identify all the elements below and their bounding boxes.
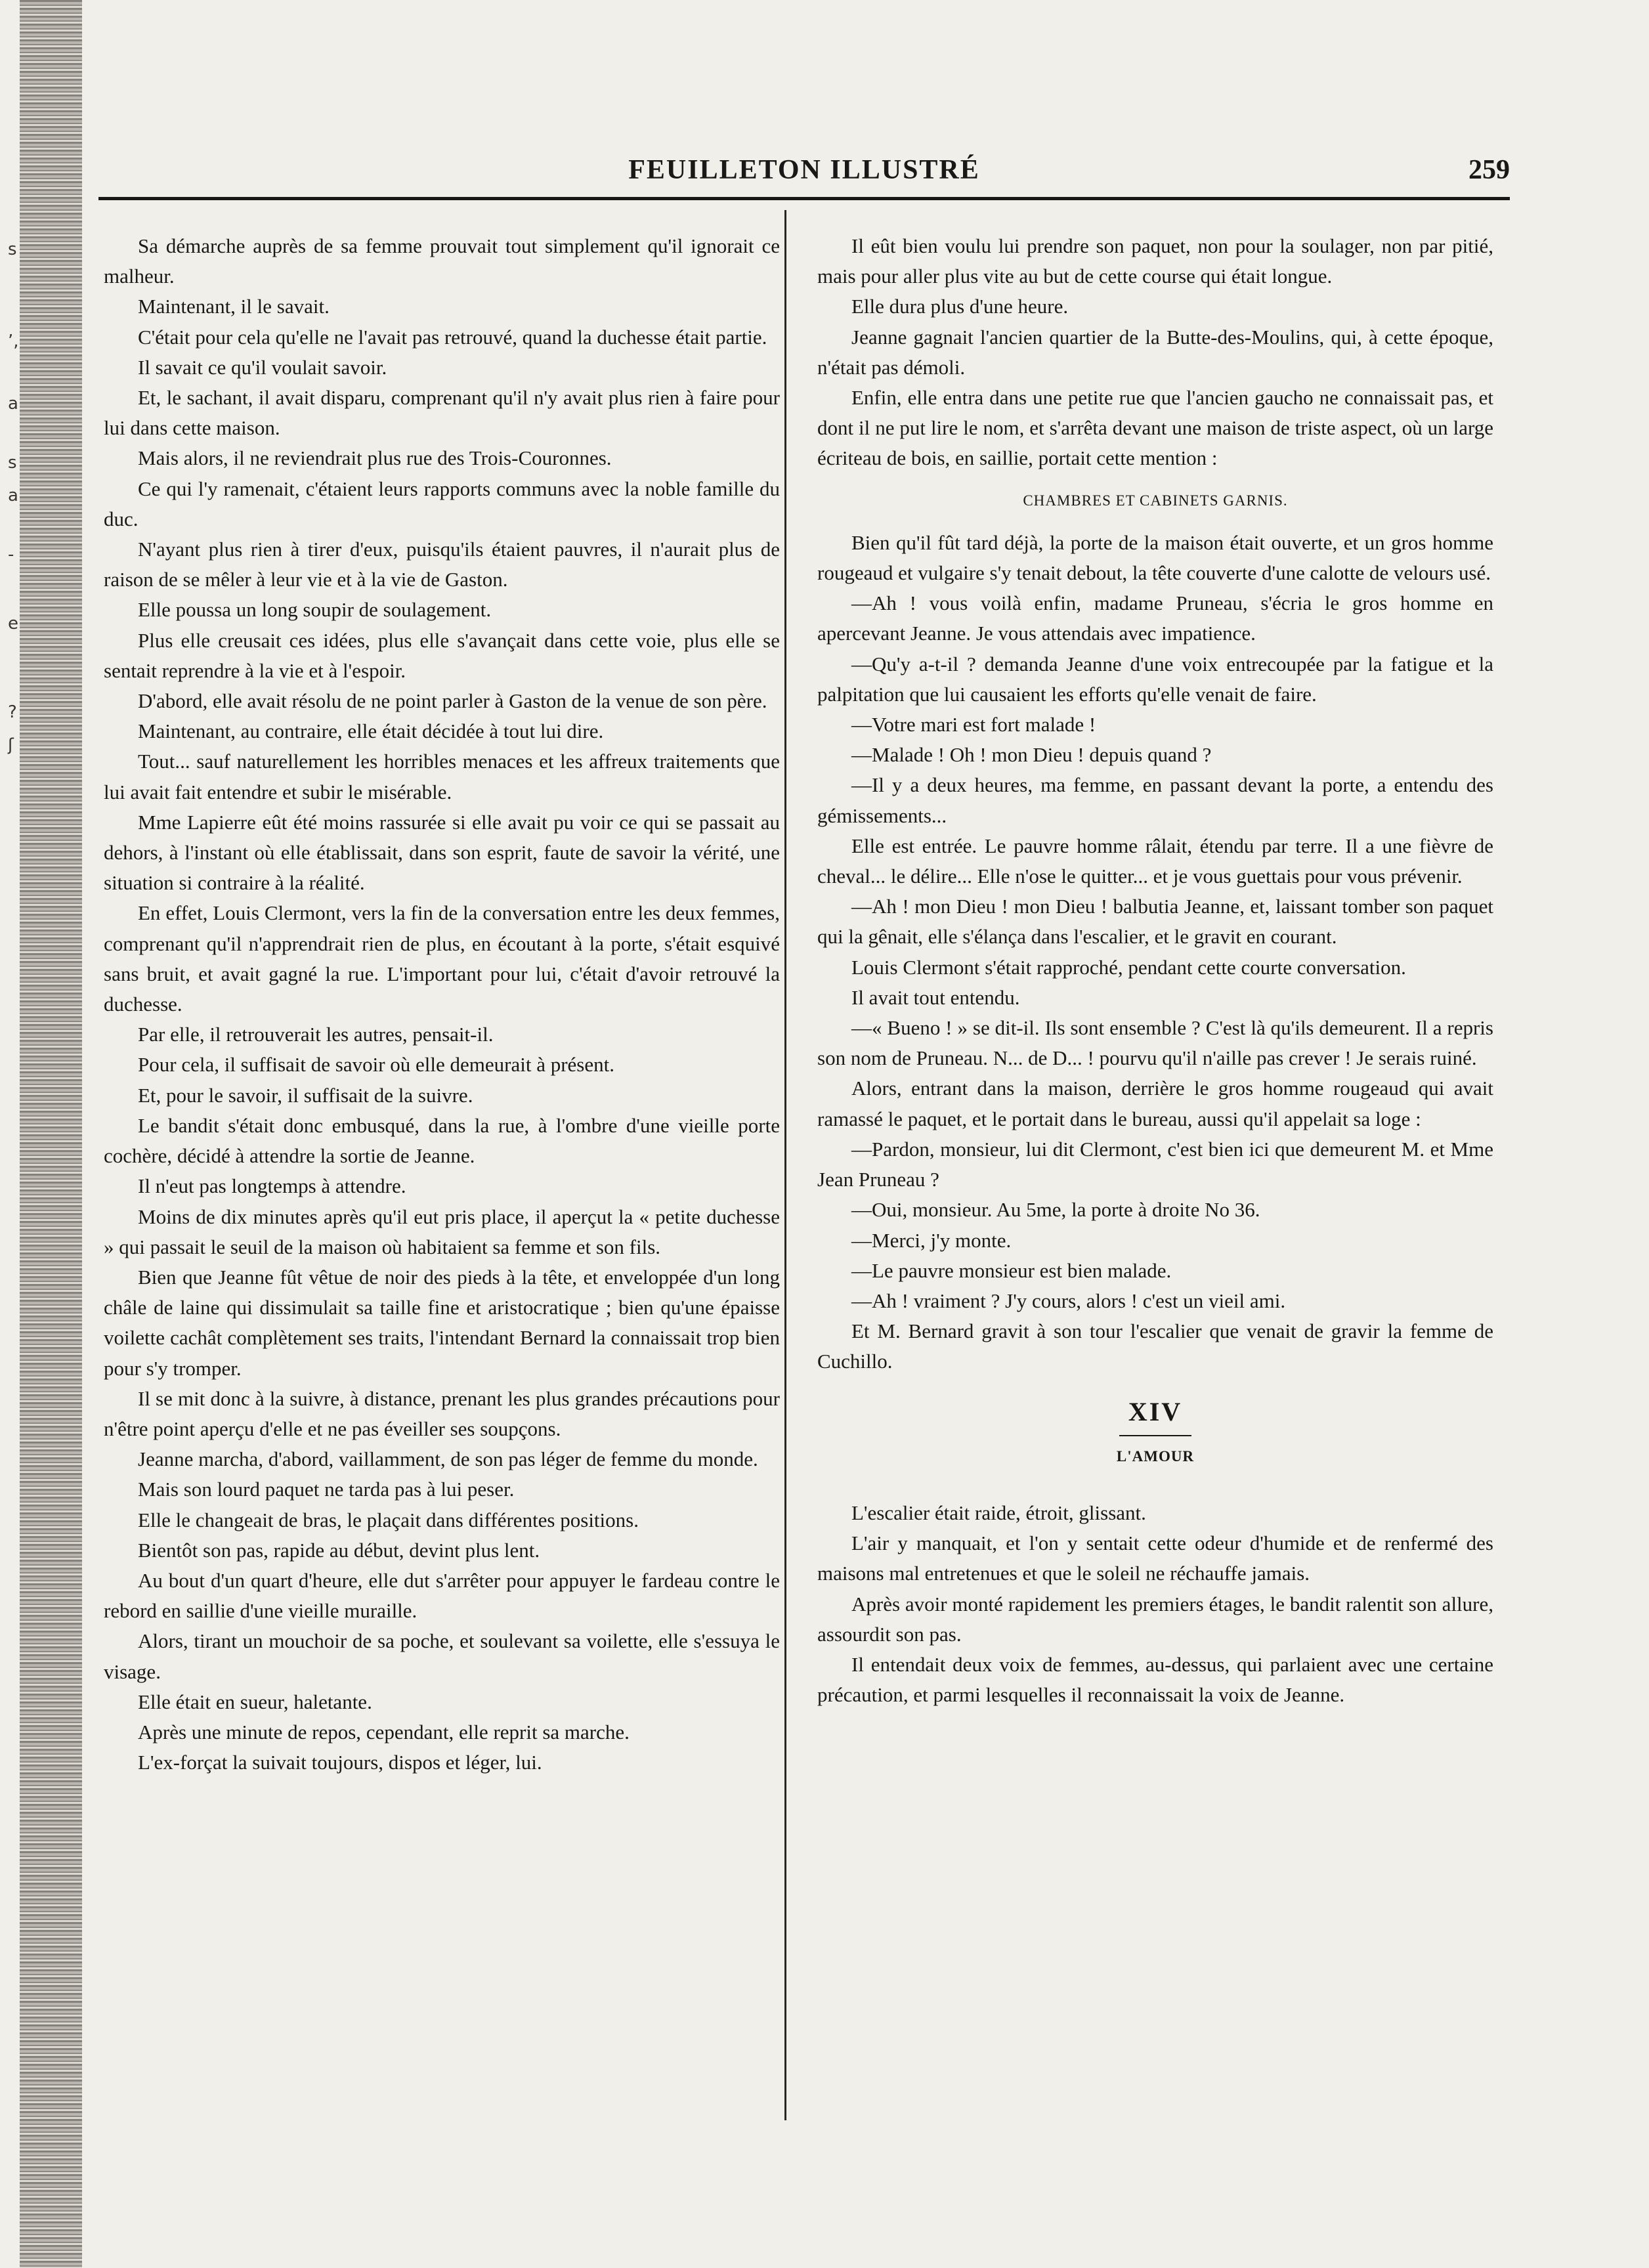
paragraph: —Ah ! vous voilà enfin, madame Pruneau, s'écria le gros homme en apercevant Jeanne. Je vous attendais avec impatience.: [817, 591, 1493, 645]
paragraph: Par elle, il retrouverait les autres, pensait-il.: [138, 1023, 494, 1046]
paragraph: Au bout d'un quart d'heure, elle dut s'arrêter pour appuyer le fardeau contre le rebord en saillie d'une vieille muraille.: [104, 1568, 780, 1623]
paragraph: Il entendait deux voix de femmes, au-dessus, qui parlaient avec une certaine précaution, et parmi lesquelles il reconnaissait la voix de Jeanne.: [817, 1652, 1493, 1707]
paragraph: Mais son lourd paquet ne tarda pas à lui peser.: [138, 1478, 515, 1501]
paragraph: Le bandit s'était donc embusqué, dans la rue, à l'ombre d'une vieille porte cochère, décidé à attendre la sortie de Jeanne.: [104, 1113, 780, 1168]
paragraph: Il avait tout entendu.: [851, 985, 1020, 1009]
chapter-rule: [1119, 1435, 1191, 1436]
paragraph: L'escalier était raide, étroit, glissant.: [851, 1501, 1146, 1524]
paragraph: Il n'eut pas longtemps à attendre.: [138, 1174, 406, 1198]
paragraph: Mme Lapierre eût été moins rassurée si elle avait pu voir ce qui se passait au dehors, à l'instant où elle établissait, dans son esprit, faute de savoir la vérité, une situation si contraire à la réalité.: [104, 810, 780, 895]
paragraph: —Ah ! mon Dieu ! mon Dieu ! balbutia Jeanne, et, laissant tomber son paquet qui la gênait, elle s'élança dans l'escalier, et le gravit en courant.: [817, 895, 1493, 949]
paragraph: —« Bueno ! » se dit-il. Ils sont ensemble ? C'est là qu'ils demeurent. Il a repris son nom de Pruneau. N... de D... ! pourvu qu'il n'aille pas crever ! Je serais ruiné.: [817, 1016, 1493, 1070]
margin-mark: a: [8, 394, 18, 414]
paragraph: Maintenant, il le savait.: [138, 295, 330, 318]
running-head: [98, 154, 1510, 194]
margin-mark: s: [8, 240, 17, 259]
paragraph: Elle le changeait de bras, le plaçait dans différentes positions.: [138, 1508, 639, 1531]
paragraph: —Oui, monsieur. Au 5me, la porte à droite No 36.: [851, 1198, 1260, 1222]
margin-mark: a: [8, 486, 18, 505]
paragraph: L'air y manquait, et l'on y sentait cette odeur d'humide et de renfermé des maisons mal entretenues et que le soleil ne réchauffe jamais.: [817, 1531, 1493, 1585]
paragraph: —Votre mari est fort malade !: [851, 713, 1096, 737]
margin-mark: ’,: [8, 332, 19, 351]
paragraph: Elle dura plus d'une heure.: [851, 295, 1069, 318]
paragraph: Tout... sauf naturellement les horribles menaces et les affreux traitements que lui avait fait entendre et subir le misérable.: [104, 750, 780, 803]
header-rule: [98, 197, 1510, 200]
paragraph: Alors, tirant un mouchoir de sa poche, et soulevant sa voilette, elle s'essuya le visage.: [104, 1629, 780, 1683]
left-column: [104, 231, 780, 1778]
paragraph: Elle est entrée. Le pauvre homme râlait, étendu par terre. Il a une fièvre de cheval... le délire... Elle n'ose le quitter... et je vous guettais pour vous prévenir.: [817, 834, 1493, 888]
paragraph: Et, pour le savoir, il suffisait de la suivre.: [138, 1083, 473, 1107]
margin-mark: ʃ: [8, 735, 14, 755]
paragraph: Bien qu'il fût tard déjà, la porte de la maison était ouverte, et un gros homme rougeaud et vulgaire s'y tenait debout, la tête couverte d'une calotte de velours usé.: [817, 530, 1493, 585]
margin-mark: ?: [8, 702, 17, 722]
paragraph: Il eût bien voulu lui prendre son paquet, non pour la soulager, non par pitié, mais pour aller plus vite au but de cette course qui était longue.: [817, 234, 1493, 288]
paragraph: Après une minute de repos, cependant, elle reprit sa marche.: [138, 1720, 630, 1744]
paragraph: —Il y a deux heures, ma femme, en passant devant la porte, a entendu des gémissements...: [817, 773, 1493, 827]
paragraph: Jeanne marcha, d'abord, vaillamment, de son pas léger de femme du monde.: [138, 1447, 758, 1471]
paragraph: —Le pauvre monsieur est bien malade.: [851, 1258, 1172, 1282]
column-divider: [784, 210, 786, 2120]
paragraph: Bien que Jeanne fût vêtue de noir des pieds à la tête, et enveloppée d'un long châle de laine qui dissimulait sa taille fine et aristocratique ; bien qu'une épaisse voilette cachât complètement ses traits, l'intendant Bernard la connaissait trop bien pour s'y tromper.: [104, 1265, 780, 1380]
paragraph: Mais alors, il ne reviendrait plus rue des Trois-Couronnes.: [138, 446, 612, 470]
paragraph: Et, le sachant, il avait disparu, comprenant qu'il n'y avait plus rien à faire pour lui dans cette maison.: [104, 386, 780, 440]
paragraph: Plus elle creusait ces idées, plus elle s'avançait dans cette voie, plus elle se sentait reprendre à la vie et à l'espoir.: [104, 628, 780, 682]
paragraph: Enfin, elle entra dans une petite rue que l'ancien gaucho ne connaissait pas, et dont il ne put lire le nom, et s'arrêta devant une maison de triste aspect, où un large écriteau de bois, en saillie, portait cette mention :: [817, 386, 1493, 470]
paragraph: N'ayant plus rien à tirer d'eux, puisqu'ils étaient pauvres, il n'aurait plus de raison de se mêler à leur vie et à la vie de Gaston.: [104, 538, 780, 591]
chapter-title: L'AMOUR: [1116, 1447, 1195, 1465]
paragraph: Maintenant, au contraire, elle était décidée à tout lui dire.: [138, 719, 604, 743]
paragraph: Ce qui l'y ramenait, c'étaient leurs rapports communs avec la noble famille du duc.: [104, 477, 780, 530]
paragraph: —Ah ! vraiment ? J'y cours, alors ! c'est un vieil ami.: [851, 1289, 1286, 1312]
paragraph: Il se mit donc à la suivre, à distance, prenant les plus grandes précautions pour n'être point aperçu d'elle et ne pas éveiller ses soupçons.: [104, 1386, 780, 1440]
margin-mark: s: [8, 453, 17, 473]
paragraph: C'était pour cela qu'elle ne l'avait pas retrouvé, quand la duchesse était partie.: [138, 325, 767, 349]
paragraph: D'abord, elle avait résolu de ne point parler à Gaston de la venue de son père.: [138, 689, 767, 713]
paragraph: —Merci, j'y monte.: [851, 1228, 1012, 1252]
paragraph: Sa démarche auprès de sa femme prouvait tout simplement qu'il ignorait ce malheur.: [104, 234, 780, 288]
paragraph: Il savait ce qu'il voulait savoir.: [138, 355, 387, 379]
paragraph: Pour cela, il suffisait de savoir où elle demeurait à présent.: [138, 1053, 614, 1077]
paragraph: —Malade ! Oh ! mon Dieu ! depuis quand ?: [851, 743, 1212, 767]
paragraph: Jeanne gagnait l'ancien quartier de la Butte-des-Moulins, qui, à cette époque, n'était pas démoli.: [817, 325, 1493, 379]
paragraph: Elle poussa un long soupir de soulagement.: [138, 598, 492, 622]
paragraph: Elle était en sueur, haletante.: [138, 1690, 372, 1713]
paragraph: L'ex-forçat la suivait toujours, dispos et léger, lui.: [138, 1751, 542, 1774]
paragraph: Bientôt son pas, rapide au début, devint plus lent.: [138, 1538, 540, 1562]
chapter-number: XIV: [1128, 1396, 1183, 1426]
margin-mark: -: [8, 545, 14, 565]
right-column: [817, 231, 1493, 1710]
section-heading: CHAMBRES ET CABINETS GARNIS.: [1023, 492, 1288, 509]
paragraph: Moins de dix minutes après qu'il eut pris place, il aperçut la « petite duchesse » qui passait le seuil de la maison où habitaient sa femme et son fils.: [104, 1205, 780, 1258]
paragraph: Alors, entrant dans la maison, derrière le gros homme rougeaud qui avait ramassé le paquet, et le portait dans le bureau, aussi qu'il appelait sa loge :: [817, 1077, 1493, 1130]
paragraph: En effet, Louis Clermont, vers la fin de la conversation entre les deux femmes, comprenant qu'il n'apprendrait rien de plus, en écoutant à la porte, s'était esquivé sans bruit, et avait gagné la rue. L'important pour lui, c'était d'avoir retrouvé la duchesse.: [104, 901, 780, 1016]
margin-mark: e: [8, 614, 18, 633]
paragraph: Après avoir monté rapidement les premiers étages, le bandit ralentit son allure, assourdit son pas.: [817, 1592, 1493, 1646]
paragraph: Et M. Bernard gravit à son tour l'escalier que venait de gravir la femme de Cuchillo.: [817, 1319, 1493, 1373]
page-title: FEUILLETON ILLUSTRÉ: [628, 155, 980, 185]
page-number: 259: [1468, 155, 1510, 185]
page-binding-edge: [20, 0, 82, 2268]
paragraph: —Qu'y a-t-il ? demanda Jeanne d'une voix entrecoupée par la fatigue et la palpitation que lui causaient les efforts qu'elle venait de faire.: [817, 652, 1493, 706]
paragraph: Louis Clermont s'était rapproché, pendant cette courte conversation.: [851, 955, 1406, 979]
paragraph: —Pardon, monsieur, lui dit Clermont, c'est bien ici que demeurent M. et Mme Jean Pruneau ?: [817, 1137, 1493, 1191]
